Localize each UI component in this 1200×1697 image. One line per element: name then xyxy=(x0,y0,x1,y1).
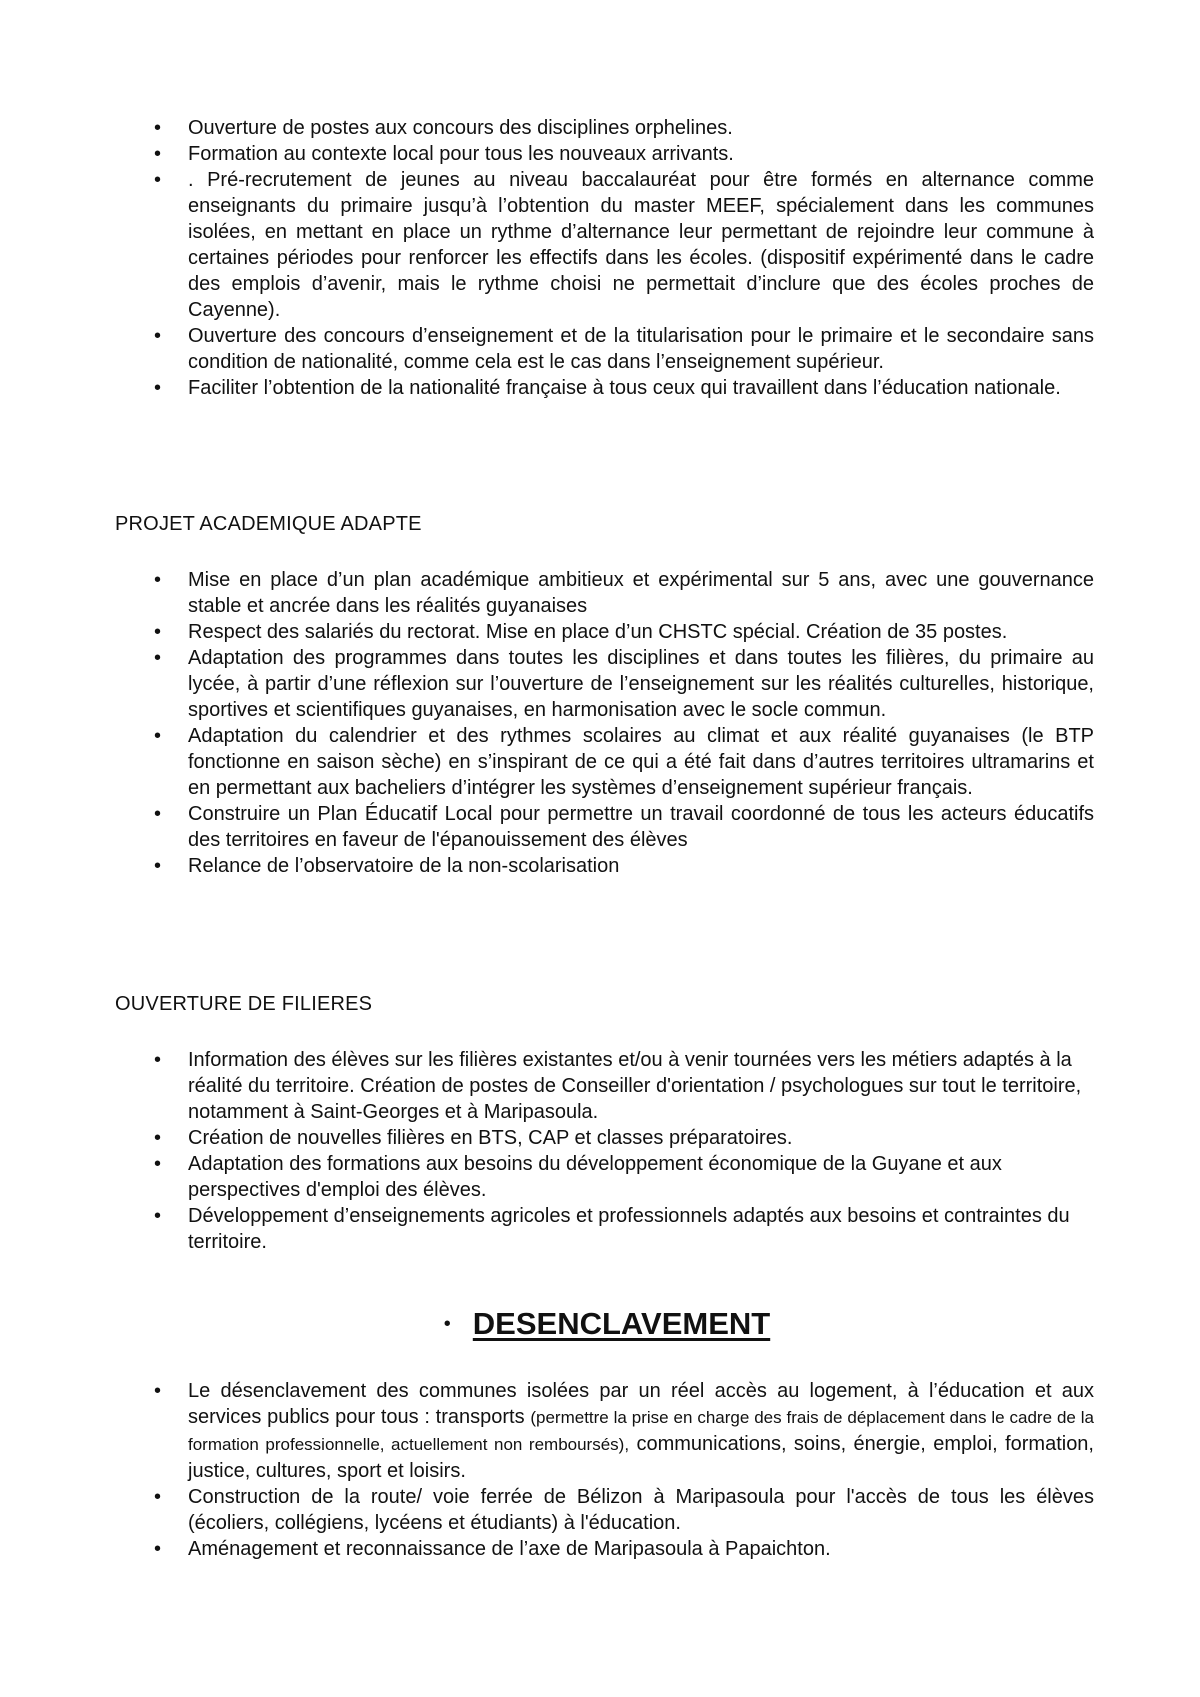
section-title-desenclavement: DESENCLAVEMENT xyxy=(472,1305,771,1341)
list-item: • . Pré-recrutement de jeunes au niveau baccalauréat pour être formés en alternance comme enseignants du primaire jusqu’à l’obtention du master MEEF, spécialement dans les communes isolées, en mettant en place un rythme d’alternance leur permettant de rejoindre leur commune à certaines périodes pour renforcer les effectifs dans les écoles. (dispositif expérimenté dans le cadre des emplois d’avenir, mais le rythme choisi ne permettait d’inclure que des écoles proches de Cayenne). xyxy=(188,167,1094,323)
item-text: communications, soins, énergie, emploi, formation, justice, cultures, sport et loisirs. xyxy=(188,1433,1094,1482)
list-item: • Construction de la route/ voie ferrée de Bélizon à Maripasoula pour l'accès de tous les élèves (écoliers, collégiens, lycéens et étudiants) à l'éducation. xyxy=(188,1484,1094,1536)
list-item: • Développement d’enseignements agricoles et professionnels adaptés aux besoins et contraintes du territoire. xyxy=(188,1203,1088,1255)
item-text-small: (permettre la prise en charge des frais de déplacement dans le cadre de la formation professionnelle, actuellement non remboursés), xyxy=(188,1408,1094,1454)
list-item: • Création de nouvelles filières en BTS, CAP et classes préparatoires. xyxy=(188,1125,1088,1151)
projet-academique-list xyxy=(188,567,1094,879)
section-heading-ouverture-filieres: OUVERTURE DE FILIERES xyxy=(115,993,373,1015)
list-item: • Faciliter l’obtention de la nationalité française à tous ceux qui travaillent dans l’éducation nationale. xyxy=(188,375,1094,401)
list-item: • Information des élèves sur les filières existantes et/ou à venir tournées vers les métiers adaptés à la réalité du territoire. Création de postes de Conseiller d'orientation / psychologues sur tout le territoire, notamment à Saint-Georges et à Maripasoula. xyxy=(188,1047,1088,1125)
item-text: Le désenclavement des communes isolées par un réel accès au logement, à l’éducation et aux services publics pour tous : transports xyxy=(188,1380,1094,1428)
bullet-icon: • xyxy=(443,1312,451,1335)
education-measures-list xyxy=(188,115,1094,401)
list-item: • Respect des salariés du rectorat. Mise en place d’un CHSTC spécial. Création de 35 postes. xyxy=(188,619,1094,645)
list-item: • Relance de l’observatoire de la non-scolarisation xyxy=(188,853,1094,879)
list-item: • Ouverture des concours d’enseignement et de la titularisation pour le primaire et le secondaire sans condition de nationalité, comme cela est le cas dans l’enseignement supérieur. xyxy=(188,323,1094,375)
list-item: • Aménagement et reconnaissance de l’axe de Maripasoula à Papaichton. xyxy=(188,1536,1094,1562)
list-item: • Mise en place d’un plan académique ambitieux et expérimental sur 5 ans, avec une gouvernance stable et ancrée dans les réalités guyanaises xyxy=(188,567,1094,619)
list-item: • Formation au contexte local pour tous les nouveaux arrivants. xyxy=(188,141,1094,167)
section-heading-projet-academique: PROJET ACADEMIQUE ADAPTE xyxy=(115,513,422,535)
desenclavement-list xyxy=(188,1378,1094,1562)
list-item: • Adaptation du calendrier et des rythmes scolaires au climat et aux réalité guyanaises (le BTP fonctionne en saison sèche) en s’inspirant de ce qui a été fait dans d’autres territoires ultramarins et en permettant aux bacheliers d’intégrer les systèmes d’enseignement supérieur français. xyxy=(188,723,1094,801)
desenclavement-title-row xyxy=(0,1305,1200,1341)
ouverture-filieres-list xyxy=(188,1047,1088,1255)
list-item: • Adaptation des programmes dans toutes les disciplines et dans toutes les filières, du primaire au lycée, à partir d’une réflexion sur l’ouverture de l’enseignement sur les réalités culturelles, historique, sportives et scientifiques guyanaises, en harmonisation avec le socle commun. xyxy=(188,645,1094,723)
list-item: • Ouverture de postes aux concours des disciplines orphelines. xyxy=(188,115,1094,141)
list-item xyxy=(188,1378,1094,1484)
list-item: • Construire un Plan Éducatif Local pour permettre un travail coordonné de tous les acteurs éducatifs des territoires en faveur de l'épanouissement des élèves xyxy=(188,801,1094,853)
list-item: • Adaptation des formations aux besoins du développement économique de la Guyane et aux perspectives d'emploi des élèves. xyxy=(188,1151,1088,1203)
